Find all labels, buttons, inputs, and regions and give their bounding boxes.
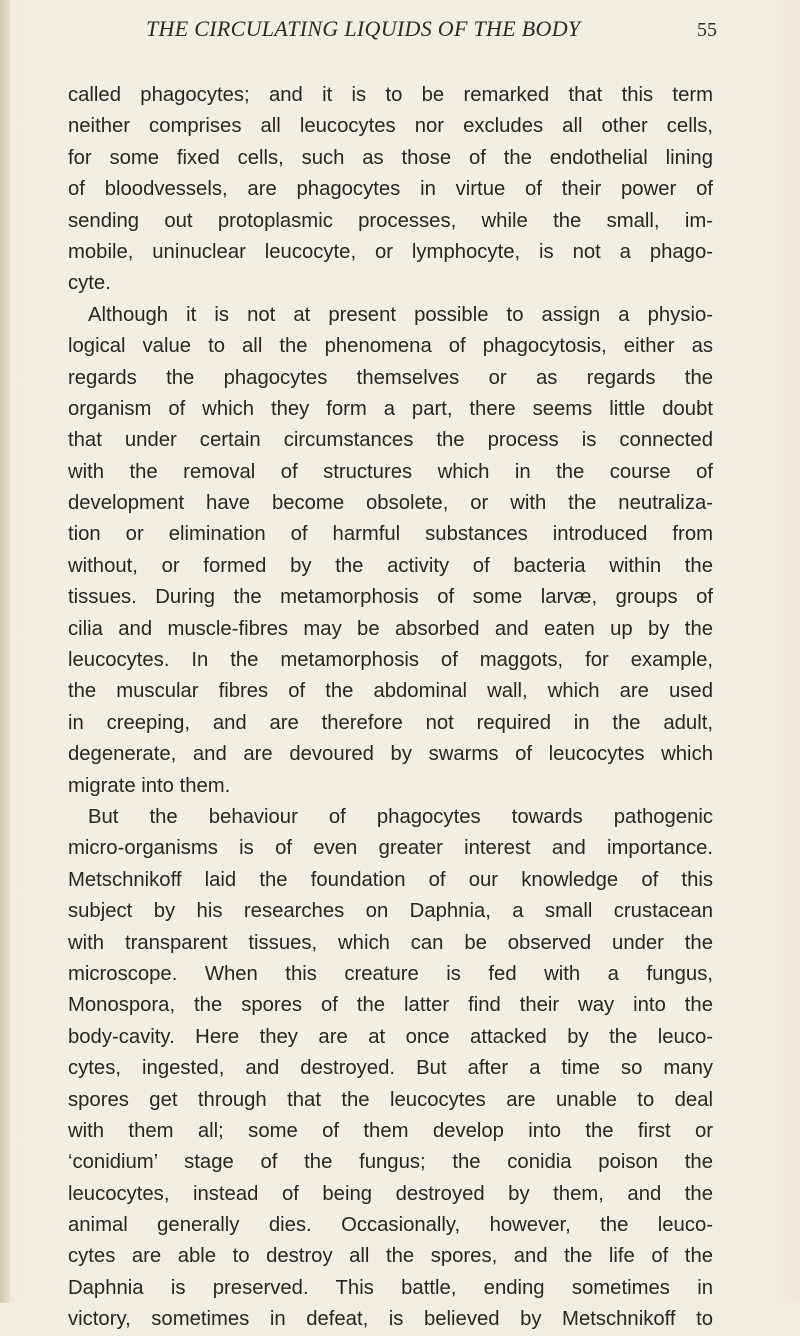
running-title: THE CIRCULATING LIQUIDS OF THE BODY: [146, 16, 581, 41]
text-line: microscope. When this creature is fed with a fungus,: [68, 962, 713, 985]
body-text: [68, 80, 713, 1336]
text-line: But the behaviour of phagocytes towards pathogenic: [88, 805, 713, 828]
text-line: regards the phagocytes themselves or as regards the: [68, 366, 713, 389]
text-line: leucocytes. In the metamorphosis of maggots, for example,: [68, 649, 713, 672]
paragraph: [68, 300, 713, 802]
text-line: Although it is not at present possible to assign a physio-: [88, 303, 713, 326]
text-line: with the removal of structures which in the course of: [68, 460, 713, 483]
text-line: mobile, uninuclear leucocyte, or lymphocyte, is not a phago-: [68, 240, 713, 263]
text-line: development have become obsolete, or with the neutraliza-: [68, 492, 713, 515]
text-line: that under certain circumstances the process is connected: [68, 429, 713, 452]
text-line: organism of which they form a part, there seems little doubt: [68, 397, 713, 420]
text-line: without, or formed by the activity of bacteria within the: [68, 554, 713, 577]
text-line: called phagocytes; and it is to be remarked that this term: [68, 84, 713, 106]
text-line: micro-organisms is of even greater interest and importance.: [68, 837, 713, 860]
text-line: tion or elimination of harmful substances introduced from: [68, 523, 713, 546]
text-line: cytes are able to destroy all the spores, and the life of the: [68, 1245, 713, 1268]
text-line: sending out protoplasmic processes, while the small, im-: [68, 209, 713, 232]
page-gutter: [0, 0, 10, 1303]
text-line: cilia and muscle-fibres may be absorbed and eaten up by the: [68, 617, 713, 640]
paragraph: [68, 802, 713, 1336]
text-line: animal generally dies. Occasionally, however, the leuco-: [68, 1214, 713, 1237]
text-line: cyte.: [68, 272, 111, 295]
text-line: ‘conidium’ stage of the fungus; the conidia poison the: [68, 1151, 713, 1174]
text-line: migrate into them.: [68, 774, 231, 797]
text-line: degenerate, and are devoured by swarms of leucocytes which: [68, 743, 713, 766]
text-line: the muscular fibres of the abdominal wall, which are used: [68, 680, 713, 703]
text-line: logical value to all the phenomena of phagocytosis, either as: [68, 335, 713, 358]
text-line: tissues. During the metamorphosis of some larvæ, groups of: [68, 586, 713, 609]
text-line: leucocytes, instead of being destroyed by them, and the: [68, 1182, 713, 1205]
text-line: body-cavity. Here they are at once attacked by the leuco-: [68, 1025, 713, 1048]
text-line: with them all; some of them develop into the first or: [68, 1119, 713, 1142]
text-line: for some fixed cells, such as those of the endothelial lining: [68, 146, 713, 169]
text-line: subject by his researches on Daphnia, a small crustacean: [68, 900, 713, 923]
text-line: neither comprises all leucocytes nor excludes all other cells,: [68, 115, 713, 138]
page-number: 55: [697, 19, 717, 41]
text-line: of bloodvessels, are phagocytes in virtue of their power of: [68, 178, 713, 201]
text-line: in creeping, and are therefore not required in the adult,: [68, 711, 713, 734]
text-line: Daphnia is preserved. This battle, ending sometimes in: [68, 1276, 713, 1299]
text-line: with transparent tissues, which can be observed under the: [68, 931, 713, 954]
text-line: spores get through that the leucocytes are unable to deal: [68, 1088, 713, 1111]
text-line: Metschnikoff laid the foundation of our knowledge of this: [68, 868, 713, 891]
text-line: Monospora, the spores of the latter find their way into the: [68, 994, 713, 1017]
paragraph: [68, 80, 713, 300]
text-line: cytes, ingested, and destroyed. But after a time so many: [68, 1057, 713, 1080]
text-line: victory, sometimes in defeat, is believed by Metschnikoff to: [68, 1308, 713, 1331]
